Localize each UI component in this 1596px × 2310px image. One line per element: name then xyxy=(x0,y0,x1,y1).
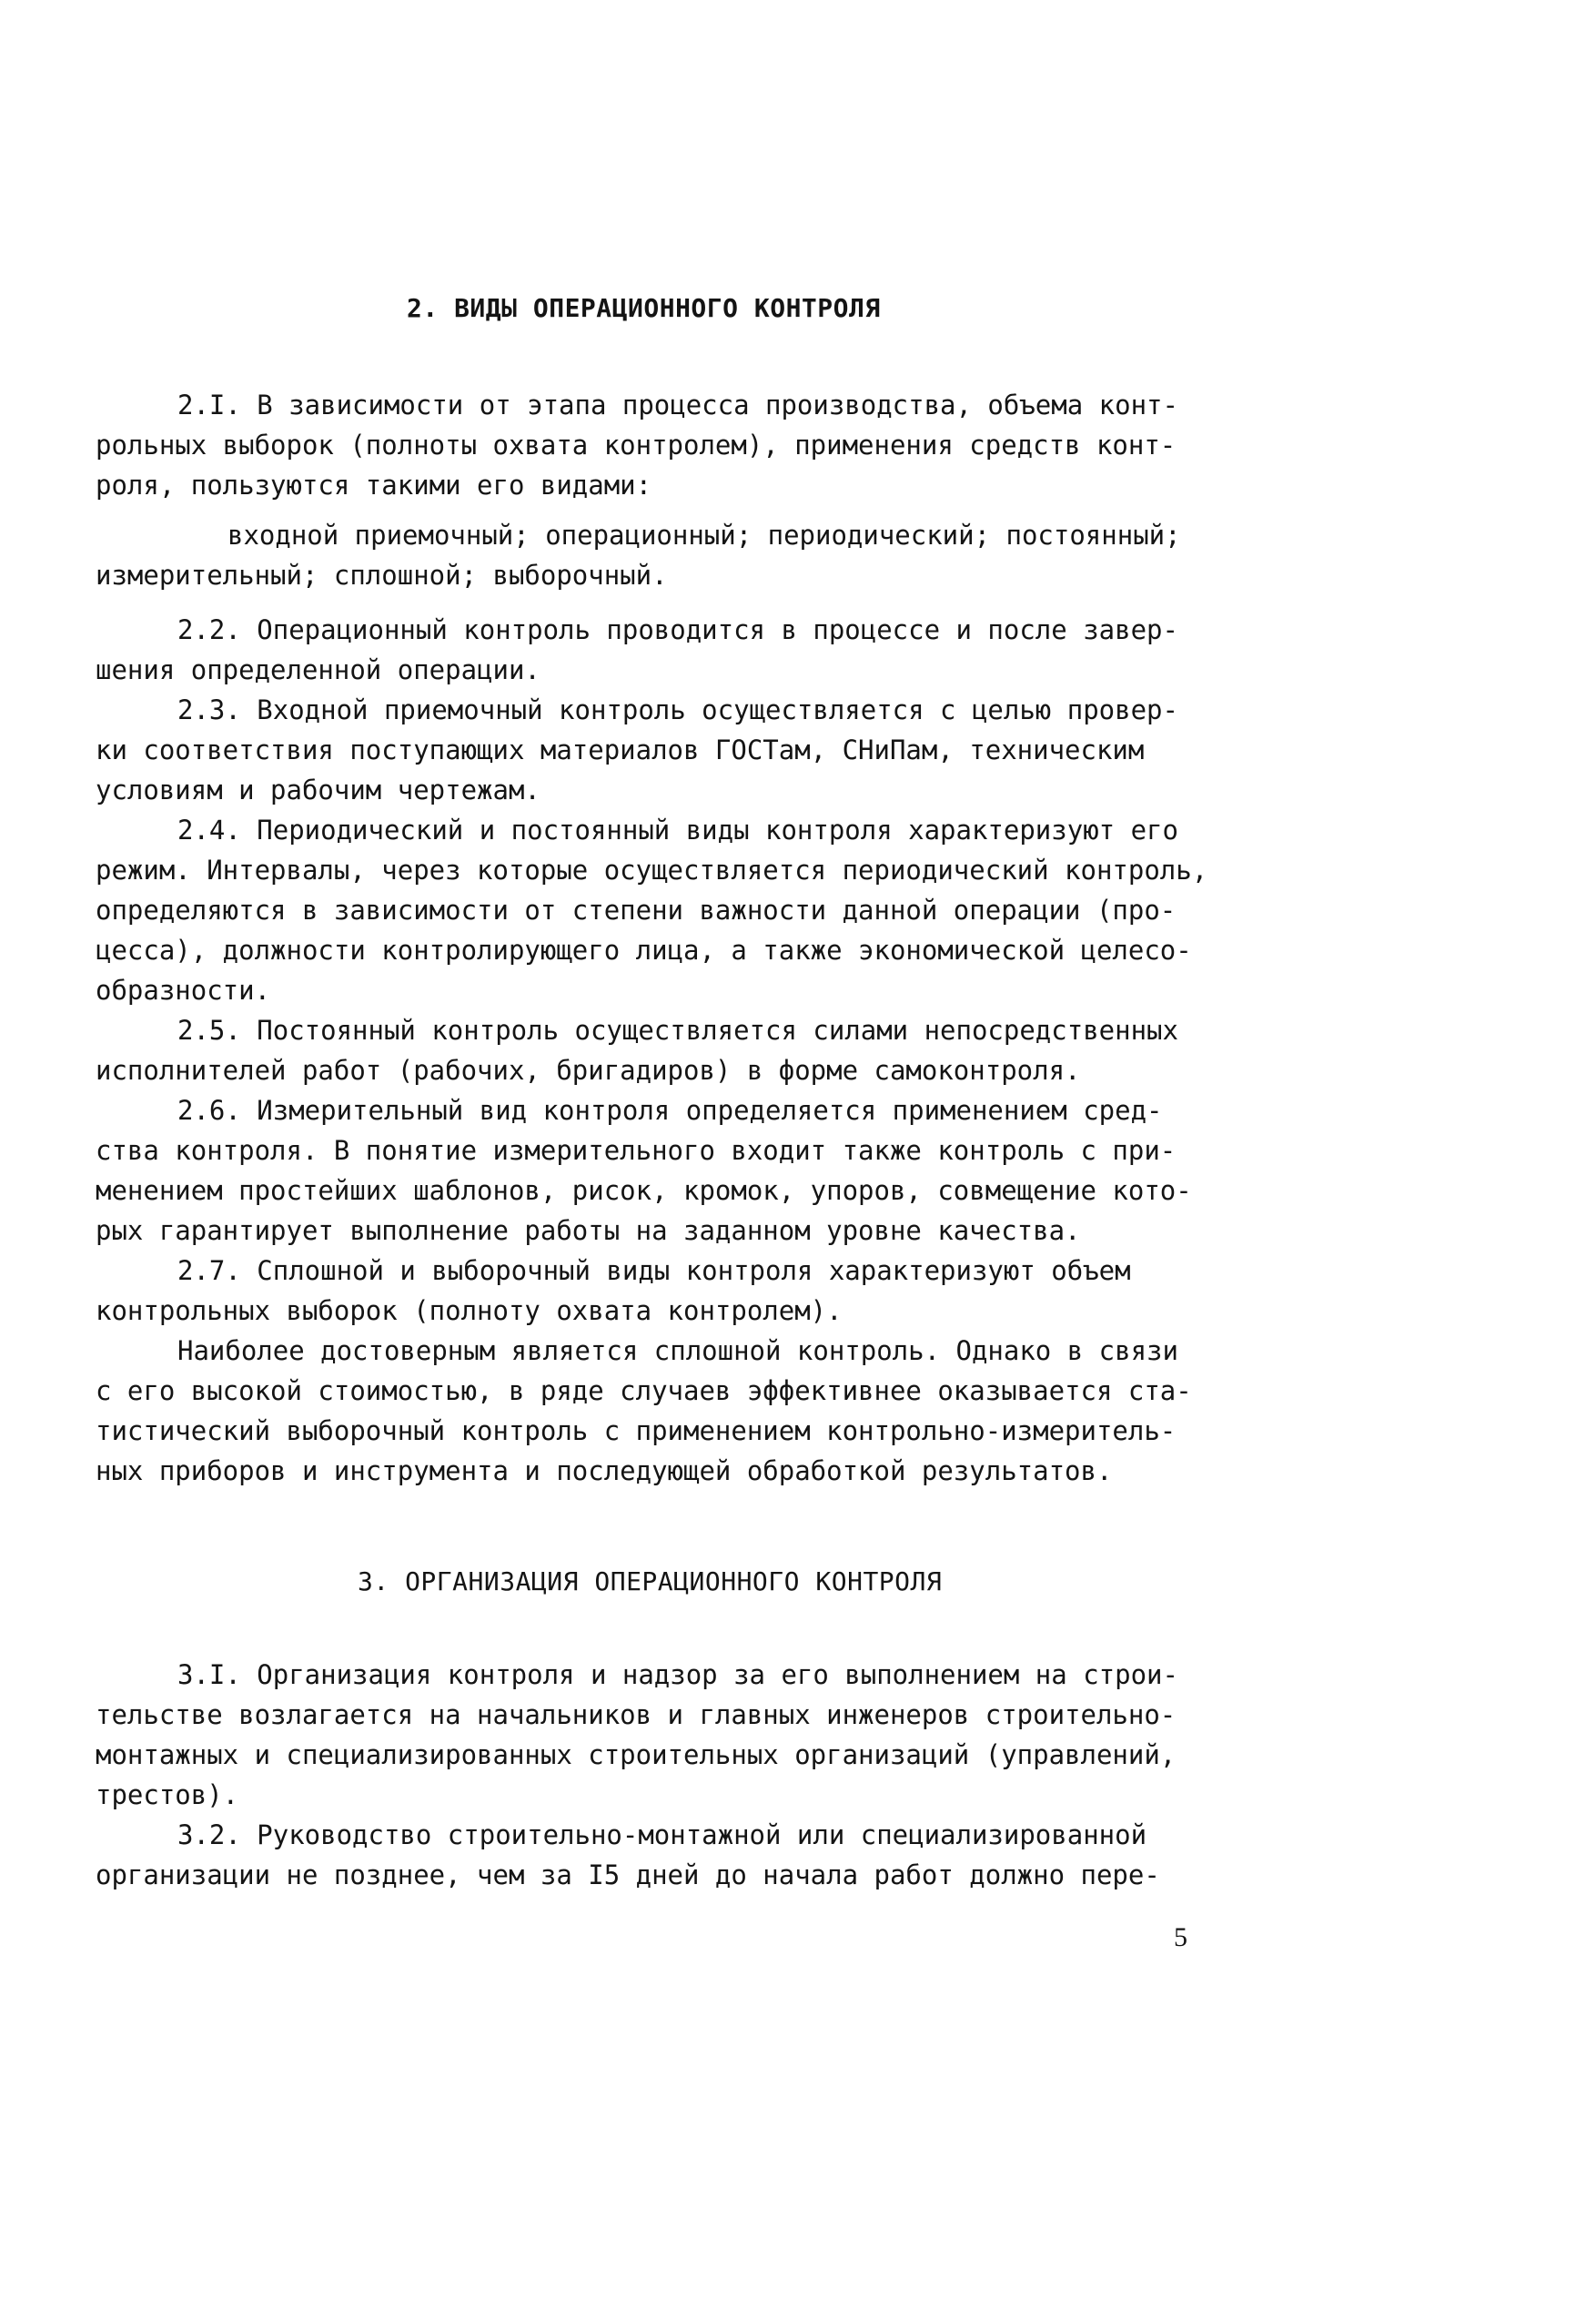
paragraph-line: 2.6. Измерительный вид контроля определяется применением сред- xyxy=(177,1095,1163,1126)
paragraph-line: 3.I. Организация контроля и надзор за его выполнением на строи- xyxy=(177,1659,1178,1690)
paragraph-line: 2.5. Постоянный контроль осуществляется силами непосредственных xyxy=(177,1015,1178,1046)
paragraph-line: с его высокой стоимостью, в ряде случаев эффективнее оказывается ста- xyxy=(96,1375,1192,1406)
paragraph-line: ства контроля. В понятие измерительного входит также контроль с при- xyxy=(96,1135,1177,1166)
paragraph-line: рых гарантирует выполнение работы на заданном уровне качества. xyxy=(96,1215,1081,1246)
paragraph-line: режим. Интервалы, через которые осуществляется периодический контроль, xyxy=(96,855,1208,886)
paragraph-line: менением простейших шаблонов, рисок, кромок, упоров, совмещение кото- xyxy=(96,1175,1192,1206)
paragraph-line: контрольных выборок (полноту охвата контролем). xyxy=(96,1295,843,1326)
paragraph-line: организации не позднее, чем за I5 дней до начала работ должно пере- xyxy=(96,1859,1160,1890)
paragraph-line: измерительный; сплошной; выборочный. xyxy=(96,560,668,591)
paragraph-line: тельстве возлагается на начальников и главных инженеров строительно- xyxy=(96,1699,1177,1730)
paragraph-line: ки соответствия поступающих материалов ГОСТам, СНиПам, техническим xyxy=(96,735,1145,765)
paragraph-line: образности. xyxy=(96,975,271,1006)
paragraph-line: входной приемочный; операционный; периодический; постоянный; xyxy=(227,520,1181,551)
section-2-heading: 2. ВИДЫ ОПЕРАЦИОННОГО КОНТРОЛЯ xyxy=(407,293,881,323)
paragraph-line: 2.7. Сплошной и выборочный виды контроля характеризуют объем xyxy=(177,1255,1131,1286)
paragraph-line: тистический выборочный контроль с применением контрольно-измеритель- xyxy=(96,1415,1177,1446)
paragraph-line: условиям и рабочим чертежам. xyxy=(96,775,540,805)
page-number: 5 xyxy=(1174,1922,1187,1952)
paragraph-line: исполнителей работ (рабочих, бригадиров) в форме самоконтроля. xyxy=(96,1055,1081,1086)
section-3-heading: 3. ОРГАНИЗАЦИЯ ОПЕРАЦИОННОГО КОНТРОЛЯ xyxy=(358,1566,943,1596)
paragraph-line: цесса), должности контролирующего лица, а также экономической целесо- xyxy=(96,935,1192,966)
paragraph-line: 2.2. Операционный контроль проводится в процессе и после завер- xyxy=(177,614,1178,645)
paragraph-line: трестов). xyxy=(96,1779,239,1810)
paragraph-line: рольных выборок (полноты охвата контролем), применения средств конт- xyxy=(96,430,1177,461)
paragraph-line: монтажных и специализированных строительных организаций (управлений, xyxy=(96,1739,1177,1770)
paragraph-line: роля, пользуются такими его видами: xyxy=(96,470,652,501)
paragraph-line: 3.2. Руководство строительно-монтажной или специализированной xyxy=(177,1819,1147,1850)
paragraph-line: 2.3. Входной приемочный контроль осуществляется с целью провер- xyxy=(177,694,1178,725)
paragraph-line: 2.I. В зависимости от этапа процесса производства, объема конт- xyxy=(177,390,1178,420)
paragraph-line: шения определенной операции. xyxy=(96,654,540,685)
paragraph-line: определяются в зависимости от степени важности данной операции (про- xyxy=(96,895,1177,926)
paragraph-line: 2.4. Периодический и постоянный виды контроля характеризуют его xyxy=(177,815,1178,846)
paragraph-line: ных приборов и инструмента и последующей обработкой результатов. xyxy=(96,1455,1113,1486)
paragraph-line: Наиболее достоверным является сплошной контроль. Однако в связи xyxy=(177,1335,1178,1366)
